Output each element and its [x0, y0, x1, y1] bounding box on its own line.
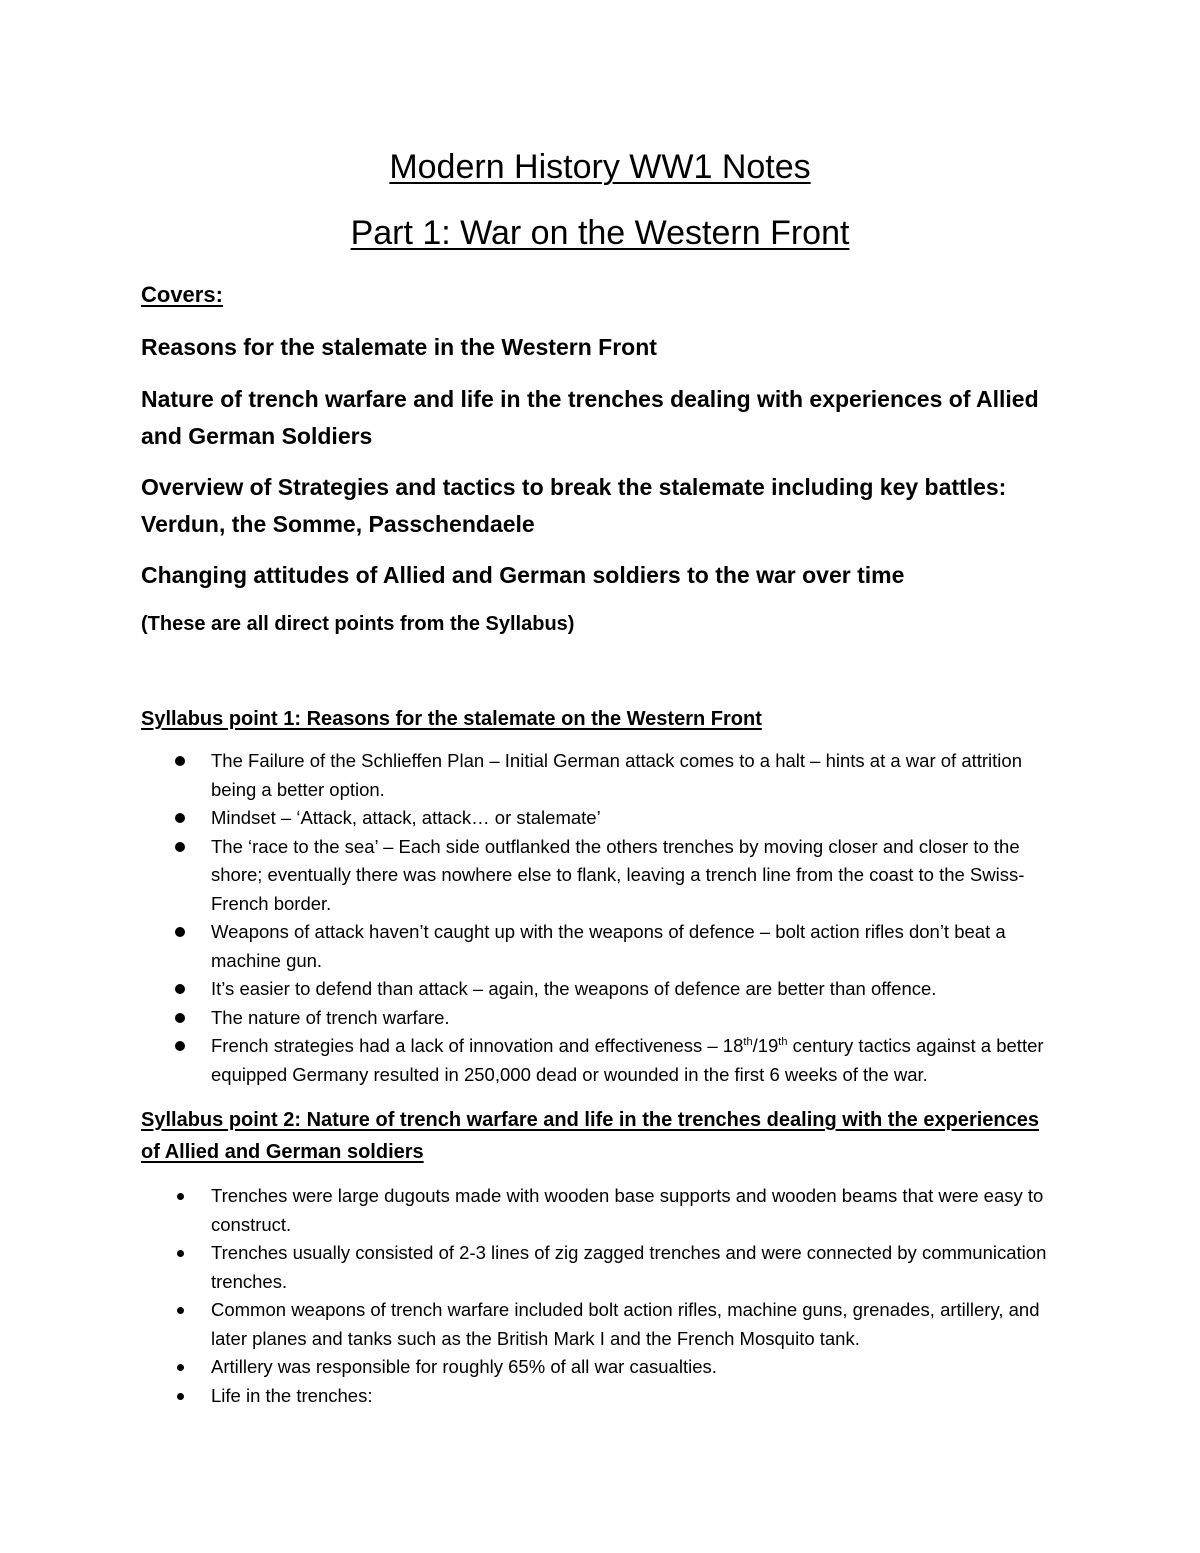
list-item: Trenches usually consisted of 2-3 lines of zig zagged trenches and were connected by communication trenches. — [0, 1239, 1071, 1296]
list-item: Artillery was responsible for roughly 65% of all war casualties. — [0, 1353, 1071, 1382]
covers-item: Reasons for the stalemate in the Western Front — [141, 334, 657, 360]
bullet-icon — [175, 1041, 185, 1051]
list-item: French strategies had a lack of innovation and effectiveness – 18th/19th century tactics against a better equipped Germany resulted in 250,000 dead or wounded in the first 6 weeks of the war. — [0, 1032, 1071, 1089]
bullet-icon — [175, 1013, 185, 1023]
syllabus-note: (These are all direct points from the Syllabus) — [141, 613, 575, 635]
bullet-icon — [175, 756, 185, 766]
list-item: The nature of trench warfare. — [0, 1004, 1071, 1033]
document-subtitle: Part 1: War on the Western Front — [350, 214, 850, 252]
bullet-icon — [177, 1250, 184, 1257]
section-1-heading: Syllabus point 1: Reasons for the stalemate on the Western Front — [141, 708, 762, 730]
list-item: The Failure of the Schlieffen Plan – Initial German attack comes to a halt – hints at a war of attrition being a better option. — [0, 747, 1071, 804]
list-item: It’s easier to defend than attack – again, the weapons of defence are better than offence. — [0, 975, 1071, 1004]
bullet-icon — [175, 813, 185, 823]
section-2-heading: Syllabus point 2: Nature of trench warfare and life in the trenches dealing with the experiences of Allied and German soldiers — [141, 1109, 1039, 1163]
superscript: th — [778, 1035, 788, 1048]
superscript: th — [743, 1035, 753, 1048]
list-item: The ‘race to the sea’ – Each side outflanked the others trenches by moving closer and closer to the shore; eventually there was nowhere else to flank, leaving a trench line from the coast to the Swiss-French border. — [0, 833, 1071, 919]
list-item: Trenches were large dugouts made with wooden base supports and wooden beams that were easy to construct. — [0, 1182, 1071, 1239]
bullet-icon — [175, 984, 185, 994]
bullet-icon — [177, 1364, 184, 1371]
document-title: Modern History WW1 Notes — [389, 148, 811, 186]
covers-item: Nature of trench warfare and life in the trenches dealing with experiences of Allied and German Soldiers — [141, 386, 1039, 449]
section-2-list — [0, 1182, 1200, 1410]
bullet-icon — [177, 1307, 184, 1314]
bullet-icon — [177, 1393, 184, 1400]
list-item: Mindset – ‘Attack, attack, attack… or stalemate’ — [0, 804, 1071, 833]
section-1-list — [0, 747, 1200, 1089]
covers-label: Covers: — [141, 282, 223, 307]
covers-item: Overview of Strategies and tactics to break the stalemate including key battles: Verdun, the Somme, Passchendaele — [141, 474, 1007, 537]
list-item: Life in the trenches: — [0, 1382, 1071, 1411]
bullet-icon — [177, 1193, 184, 1200]
list-item: Common weapons of trench warfare included bolt action rifles, machine guns, grenades, artillery, and later planes and tanks such as the British Mark I and the French Mosquito tank. — [0, 1296, 1071, 1353]
covers-item: Changing attitudes of Allied and German soldiers to the war over time — [141, 562, 905, 588]
bullet-icon — [175, 927, 185, 937]
list-item: Weapons of attack haven’t caught up with the weapons of defence – bolt action rifles don’t beat a machine gun. — [0, 918, 1071, 975]
bullet-icon — [175, 842, 185, 852]
